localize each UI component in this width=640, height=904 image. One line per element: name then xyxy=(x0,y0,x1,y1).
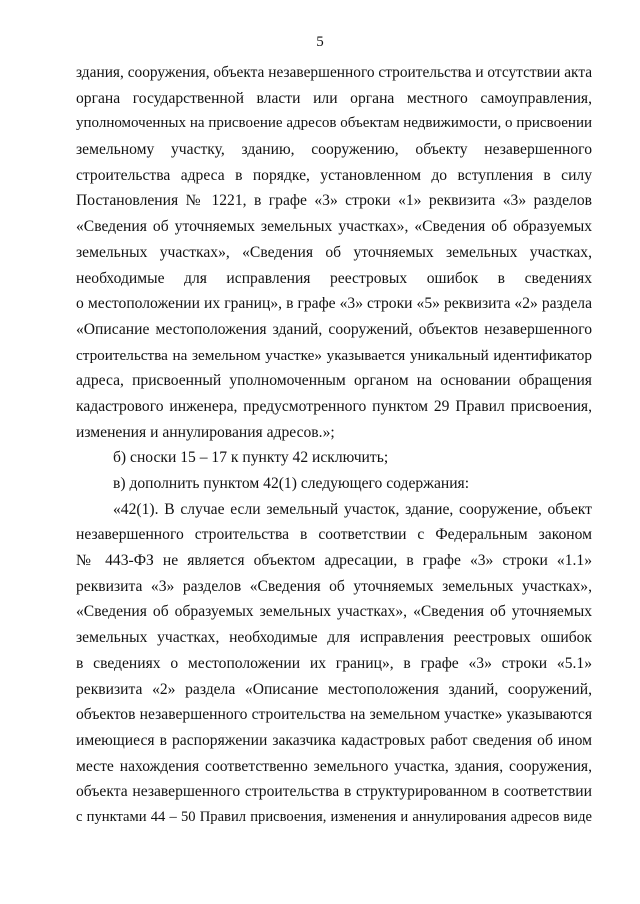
text-line: объектов незавершенного строительства на земельном участке» указываются xyxy=(76,706,592,724)
text-line: строительства адреса в порядке, установленном до вступления в силу xyxy=(76,166,592,184)
page-number: 5 xyxy=(316,34,324,50)
text-line: строительства на земельном участке» указывается уникальный идентификатор xyxy=(76,346,592,364)
text-line: имеющиеся в распоряжении заказчика кадастровых работ сведения об ином xyxy=(76,731,592,749)
text-line: здания, сооружения, объекта незавершенного строительства и отсутствии акта xyxy=(76,64,592,81)
text-line: кадастрового инженера, предусмотренного пунктом 29 Правил присвоения, xyxy=(76,397,592,415)
text-line: объекта незавершенного строительства в структурированном в соответствии xyxy=(76,783,592,801)
text-line: органа государственной власти или органа местного самоуправления, xyxy=(76,89,592,107)
text-line: земельному участку, зданию, сооружению, объекту незавершенного xyxy=(76,141,592,159)
text-line: уполномоченных на присвоение адресов объектам недвижимости, о присвоении xyxy=(76,115,592,132)
text-line: необходимые для исправления реестровых ошибок в сведениях xyxy=(76,269,592,287)
text-line: о местоположении их границ», в графе «3» строки «5» реквизита «2» раздела xyxy=(76,295,592,313)
text-line: б) сноски 15 – 17 к пункту 42 исключить; xyxy=(113,449,389,467)
text-line: адреса, присвоенный уполномоченным органом на основании обращения xyxy=(76,372,592,390)
text-line: «Сведения об уточняемых земельных участках», «Сведения об образуемых xyxy=(76,218,592,236)
text-line: «42(1). В случае если земельный участок, здание, сооружение, объект xyxy=(113,500,592,518)
document-body xyxy=(76,60,592,831)
text-line: незавершенного строительства в соответствии с Федеральным законом xyxy=(76,526,592,544)
text-line: «Сведения об образуемых земельных участках», «Сведения об уточняемых xyxy=(76,603,592,621)
text-line: земельных участках», «Сведения об уточняемых земельных участках, xyxy=(76,243,592,261)
text-line: Постановления № 1221, в графе «3» строки «1» реквизита «3» разделов xyxy=(76,192,592,210)
text-line: изменения и аннулирования адресов.»; xyxy=(76,423,335,441)
text-line: в сведениях о местоположении их границ», в графе «3» строки «5.1» xyxy=(76,654,592,672)
text-line: «Описание местоположения зданий, сооружений, объектов незавершенного xyxy=(76,320,592,338)
text-line: с пунктами 44 – 50 Правил присвоения, изменения и аннулирования адресов виде xyxy=(76,808,592,825)
text-line: месте нахождения соответственно земельного участка, здания, сооружения, xyxy=(76,757,592,775)
text-line: № 443-ФЗ не является объектом адресации, в графе «3» строки «1.1» xyxy=(76,552,592,570)
text-line: реквизита «3» разделов «Сведения об уточняемых земельных участках», xyxy=(76,577,592,595)
text-line: земельных участках, необходимые для исправления реестровых ошибок xyxy=(76,629,592,647)
text-line: в) дополнить пунктом 42(1) следующего содержания: xyxy=(113,475,470,492)
text-line: реквизита «2» раздела «Описание местоположения зданий, сооружений, xyxy=(76,680,592,698)
